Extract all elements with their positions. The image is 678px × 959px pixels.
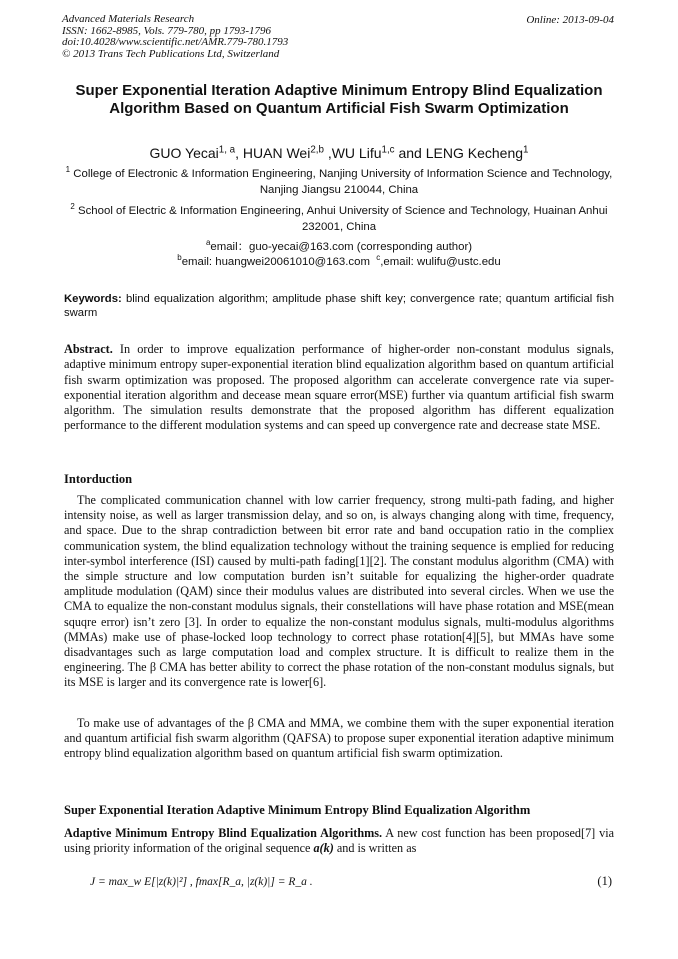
journal-name: Advanced Materials Research xyxy=(62,13,195,25)
emails xyxy=(62,240,616,270)
keywords-label: Keywords: xyxy=(64,293,122,305)
paper-title: Super Exponential Iteration Adaptive Minimum Entropy Blind Equalization Algorithm Based on Quantum Artificial Fish Swarm Optimization xyxy=(75,82,603,117)
doi[interactable]: doi:10.4028/www.scientific.net/AMR.779-780.1793 xyxy=(62,36,289,48)
issn: ISSN: 1662-8985, Vols. 779-780, pp 1793-1796 xyxy=(62,24,271,37)
author-sup: 1 xyxy=(523,144,529,156)
keywords-text: blind equalization algorithm; amplitude phase shift key; convergence rate; quantum artificial fish swarm xyxy=(64,293,614,319)
affiliation-1: $^1$ College of Electronic & Information Engineering, Nanjing University of Information Science and Technology, Nanjing Jiangsu 210044, China xyxy=(65,165,613,196)
email-line-1: $^a$email：guo-yecai@163.com (corresponding author) xyxy=(205,238,473,253)
author-name: HUAN Wei xyxy=(242,145,311,161)
affiliation-2: $^2$ School of Electric & Information Engineering, Anhui University of Science and Technology, Huainan Anhui 232001, China xyxy=(70,202,608,233)
online-date: Online: 2013-09-04 xyxy=(526,14,614,26)
abstract-label: Abstract. xyxy=(64,342,113,356)
authors: GUO Yecai$^{1, a}$, HUAN Wei$^{2,b}$ ,WU Lifu$^{1,c}$ and LENG Kecheng$^1$ xyxy=(149,144,529,161)
abstract-text: In order to improve equalization performance of higher-order non-constant modulus signals, adaptive minimum entropy super-exponential iteration blind equalization algorithm based on quantum artificial fish swarm optimization was proposed. The proposed algorithm can accelerate convergence rate via super-exponential iteration algorithm and decease mean square error(MSE) further via quantum artificial fish swarm algorithm. The simulation results demonstrate that the proposed algorithm has different equalization performance to the different modulation systems and can speed up convergence rate and decrease state MSE. xyxy=(64,342,614,433)
author-name: LENG Kecheng xyxy=(425,145,524,161)
copyright: © 2013 Trans Tech Publications Ltd, Switzerland xyxy=(62,47,280,60)
intro-heading: Intorduction xyxy=(64,472,133,486)
intro-paragraph-2: To make use of advantages of the β CMA and MMA, we combine them with the super exponential iteration and quantum artificial fish swarm algorithm (QAFSA) to propose super exponential iteration adaptive minimum entropy blind equalization algorithm based on quantum artificial fish swarm optimization. xyxy=(64,716,614,761)
section-paragraph: Adaptive Minimum Entropy Blind Equalization Algorithms. A new cost function has been proposed[7] via using priority information of the original sequence a(k) and is written as xyxy=(64,826,614,856)
author-sup: 1, a xyxy=(218,144,236,156)
keywords xyxy=(64,292,614,320)
author-sup: 2,b xyxy=(310,144,324,156)
subsection-label: Adaptive Minimum Entropy Blind Equalization Algorithms. xyxy=(64,826,383,840)
author-name: WU Lifu xyxy=(331,145,382,161)
author-sup: 1,c xyxy=(381,144,395,156)
equation-number: (1) xyxy=(597,874,612,888)
equation-1: J = max_w E[|z(k)|²] , fmax[R_a, |z(k)|] = R_a . xyxy=(90,876,313,888)
sequence-variable: a(k) xyxy=(313,841,334,856)
abstract xyxy=(64,342,614,434)
intro-paragraph-1: The complicated communication channel with low carrier frequency, strong multi-path fading, and higher intensity noise, as well as larger transmission delay, and so on, is always changing along with time, frequency, and space. Due to the shrap contradiction between bit error rate and band occupation ratio in the compliex communication system, the blind equalization technology without the training sequence is emplied for reducing inter-symbol interference (ISI) caused by multi-path fading[1][2]. The constant modulus algorithm (CMA) with the simple structure and low computation burden isn’t suitable for equalizing the higher-order quadrate amplitude modulation (QAM) since their modulus values are distributed into several circles. When we use the CMA to equalize the non-constant modulus signals, their constellations will have phase rotation and MSE(mean squqre error) isn’t zero [3]. In order to equalize the non-constant modulus signals, multi-modulus algorithms (MMAs) make use of phase-locked loop technology to correct phase rotation[4][5], but MMAs have some disadvantages such as large computation load and complex structure. It is difficult to realize them in the engineering. The β CMA has better ability to correct the phase rotation of the non-constant modulus signals, but its MSE is larger and its convergence rate is lower[6]. xyxy=(64,493,614,690)
header-left xyxy=(62,14,288,60)
section-heading: Super Exponential Iteration Adaptive Minimum Entropy Blind Equalization Algorithm xyxy=(64,803,531,817)
email-line-2: $^b$email: huangwei20061010@163.com $^c$,email: wulifu@ustc.edu xyxy=(177,253,501,268)
author-name: GUO Yecai xyxy=(149,145,219,161)
